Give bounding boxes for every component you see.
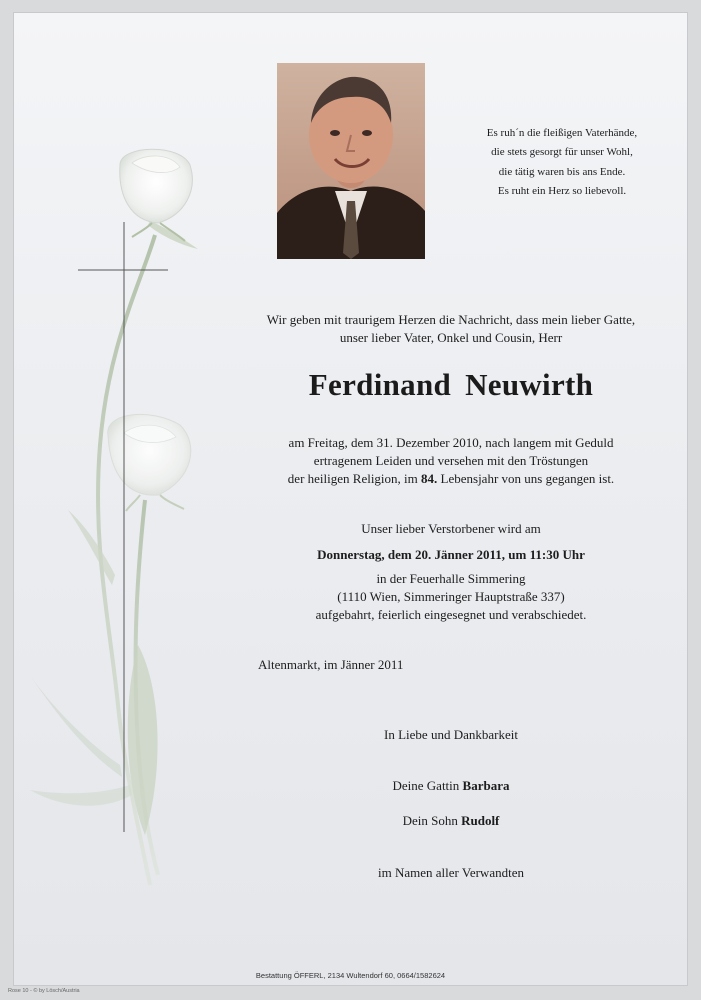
- death-notice: [236, 434, 666, 488]
- death-text: Lebensjahr von uns gegangen ist.: [437, 471, 615, 486]
- poem-line: die stets gesorgt für unser Wohl,: [491, 146, 633, 159]
- mourner-wife: [236, 777, 666, 795]
- closing: In Liebe und Dankbarkeit: [384, 727, 518, 742]
- death-line: [236, 470, 666, 488]
- poem-line: Es ruht ein Herz so liebevoll.: [497, 185, 627, 198]
- funeral-home-footer: Bestattung ÖFFERL, 2134 Wultendorf 60, 0664/1582624: [255, 971, 446, 980]
- poem-line: Es ruh´n die fleißigen Vaterhände,: [486, 127, 638, 139]
- relatives: im Namen aller Verwandten: [378, 865, 524, 880]
- poem-line: die tätig waren bis ans Ende.: [498, 165, 626, 178]
- funeral-date: Donnerstag, dem 20. Jänner 2011, um 11:30 Uhr: [317, 547, 585, 562]
- funeral-intro: Unser lieber Verstorbener wird am: [361, 521, 541, 536]
- announcement: [236, 311, 666, 347]
- deceased-name: Ferdinand Neuwirth: [308, 367, 594, 402]
- mourner-name: Barbara: [462, 778, 510, 793]
- portrait-photo: [277, 63, 425, 259]
- funeral-ceremony: aufgebahrt, feierlich eingesegnet und verabschiedet.: [315, 607, 587, 622]
- copyright: Rose 10 - © by Lösch/Austria: [8, 988, 80, 994]
- death-text: der heiligen Religion, im: [287, 471, 422, 486]
- death-line: ertragenem Leiden und versehen mit den Tröstungen: [313, 453, 589, 468]
- funeral-address: (1110 Wien, Simmeringer Hauptstraße 337): [337, 589, 565, 604]
- mourner-son: [236, 812, 666, 830]
- announcement-line: Wir geben mit traurigem Herzen die Nachricht, dass mein lieber Gatte,: [266, 312, 636, 327]
- funeral-details: [236, 570, 666, 624]
- funeral-place: in der Feuerhalle Simmering: [376, 571, 526, 586]
- mourner-name: Rudolf: [461, 813, 500, 828]
- cross-icon: [78, 222, 168, 832]
- mourner-prefix: Dein Sohn: [402, 813, 462, 828]
- death-line: am Freitag, dem 31. Dezember 2010, nach langem mit Geduld: [288, 435, 614, 450]
- age: 84.: [421, 471, 438, 486]
- poem: [462, 124, 662, 202]
- place-date: Altenmarkt, im Jänner 2011: [258, 657, 404, 672]
- mourner-prefix: Deine Gattin: [392, 778, 463, 793]
- announcement-line: unser lieber Vater, Onkel und Cousin, Herr: [339, 330, 563, 345]
